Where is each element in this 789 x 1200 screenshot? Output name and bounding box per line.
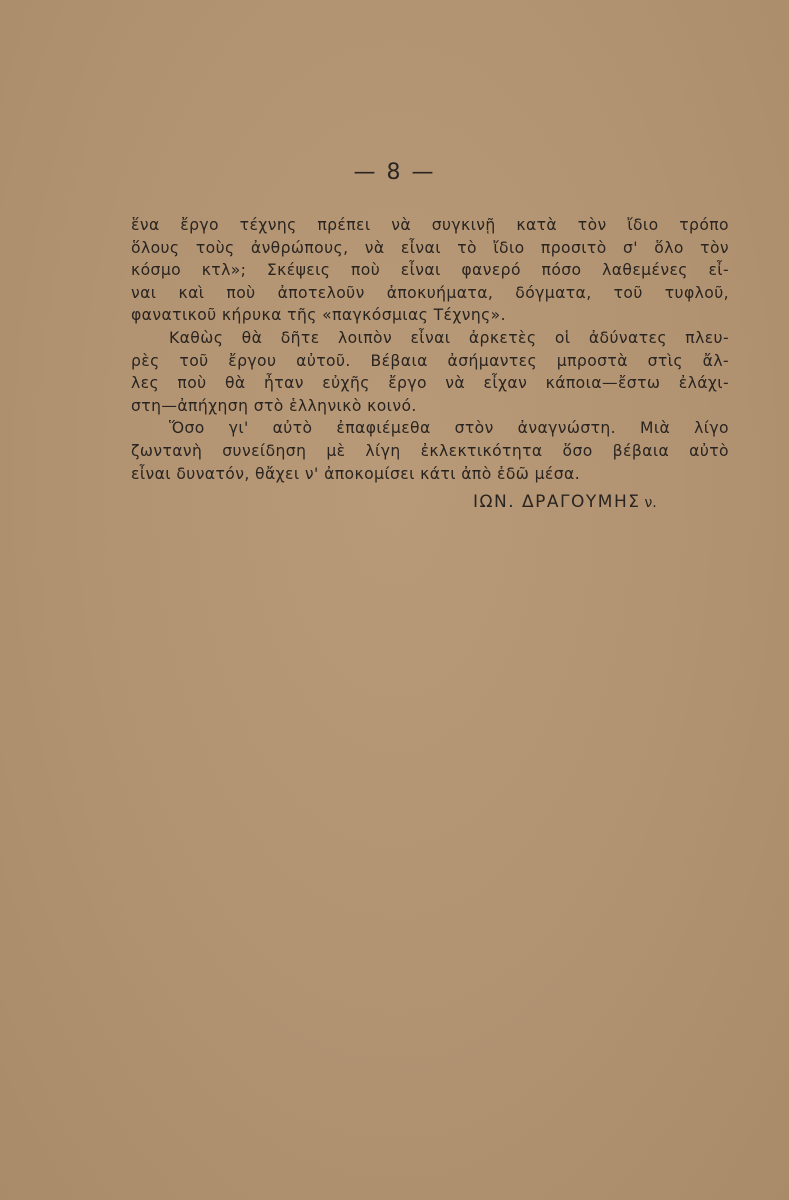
text-line: κόσμο κτλ»; Σκέψεις ποὺ εἶναι φανερό πόσο λαθεμένες εἶ- xyxy=(131,261,729,280)
text-line: εἶναι δυνατόν, θἄχει ν' ἀποκομίσει κάτι ἀπὸ ἐδῶ μέσα. xyxy=(131,464,581,483)
text-line: ὅλους τοὺς ἀνθρώπους, νὰ εἶναι τὸ ἴδιο προσιτὸ σ' ὅλο τὸν xyxy=(131,238,729,257)
text-line: Καθὼς θὰ δῆτε λοιπὸν εἶναι ἀρκετὲς οἱ ἀδύνατες πλευ- xyxy=(169,328,729,347)
body-text xyxy=(131,214,729,485)
text-line: ἕνα ἔργο τέχνης πρέπει νὰ συγκινῇ κατὰ τὸν ἴδιο τρόπο xyxy=(131,216,729,234)
text-line: ναι καὶ ποὺ ἀποτελοῦν ἀποκυήματα, δόγματα, τοῦ τυφλοῦ, xyxy=(131,283,729,302)
page-number: — 8 — xyxy=(353,160,436,185)
signature-mark: ν. xyxy=(644,495,657,511)
text-line: ρὲς τοῦ ἔργου αὐτοῦ. Βέβαια ἀσήμαντες μπροστὰ στὶς ἄλ- xyxy=(131,351,729,370)
signature-name: ΙΩΝ. ΔΡΑΓΟΥΜΗΣ xyxy=(473,492,641,512)
text-line: Ὅσο γι' αὐτὸ ἐπαφιέμεθα στὸν ἀναγνώστη. Μιὰ λίγο xyxy=(169,419,729,438)
signature xyxy=(473,492,657,512)
text-line: φανατικοῦ κήρυκα τῆς «παγκόσμιας Τέχνης». xyxy=(131,306,506,325)
text-line: στη—ἀπήχηση στὸ ἑλληνικὸ κοινό. xyxy=(131,396,417,415)
text-line: λες ποὺ θὰ ἦταν εὐχῆς ἔργο νὰ εἶχαν κάποια—ἔστω ἐλάχι- xyxy=(131,374,729,393)
text-line: ζωντανὴ συνείδηση μὲ λίγη ἐκλεκτικότητα ὅσο βέβαια αὐτὸ xyxy=(131,441,729,460)
